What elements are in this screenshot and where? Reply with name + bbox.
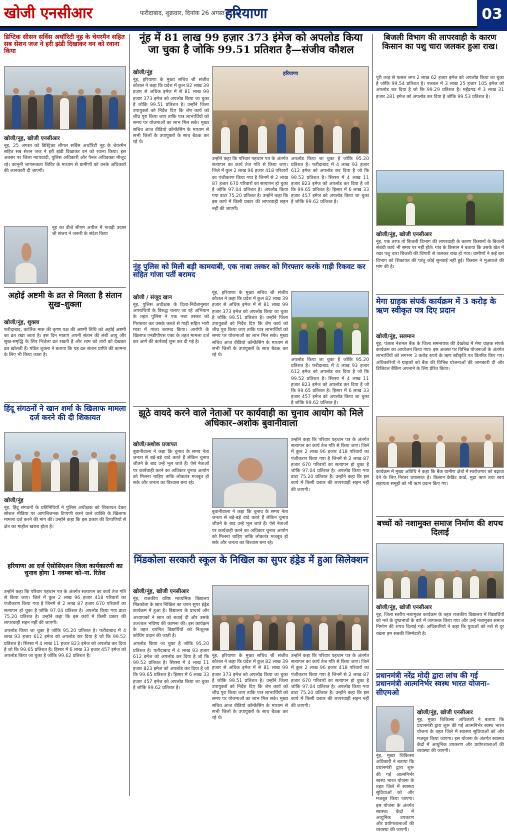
story-election-body: बुवानीवाला ने कहा कि चुनाव के समय नेता जनता से बड़े-बड़े वादे करते हैं लेकिन चुनाव जीतने के बाद उन्हें भूल जाते हैं। ऐसे नेताओं पर कार्यवाही करने का अधिकार चुनाव आयोग को मिलना चाहिए ताकि लोकतंत्र मजबूत हो सके और जनता का विश्वास बना रहे। (133, 450, 209, 487)
divider (133, 260, 369, 261)
column-divider (372, 34, 373, 796)
school-students-photo (212, 585, 369, 651)
story-drug-headline-block (376, 519, 504, 541)
story-police-action-byline: खोजी / संजूद खान (133, 295, 172, 301)
story-school-headline-block (133, 556, 369, 582)
story-drug-text (376, 601, 504, 667)
story-election-byline: खोजी/अशोक प्रजापत (133, 442, 177, 448)
story-farmer-byline: खोजी/नूंह, खोजी एनसीआर (376, 232, 432, 238)
meeting-banner: हरियाणा (282, 71, 299, 77)
story-hindu-body: नूंह, हिंदू संगठनों के प्रतिनिधियों ने पुलिस अधीक्षक को शिकायत देकर सोशल मीडिया पर आपत्तिजनक टिप्पणी करने वाले व्यक्ति के खिलाफ मामला दर्ज करने की मांग की। उन्होंने कहा कि इस प्रकार की टिप्पणियों से क्षेत्र का माहौल खराब होता है। (4, 506, 126, 530)
story-school-body-2: नूंह, हरियाणा के मुख्य सचिव श्री संजीव कौशल ने कहा कि प्रदेश में कुल 82 लाख 39 हजार से अधिक इमेज में से 81 लाख 99 हजार 373 इमेज को अपलोड किया जा चुका है जोकि 99.51 प्रतिशत है। उन्होंने जिला उपायुक्तों को निर्देश दिए कि शेष कार्य को शीघ्र पूरा किया जाए ताकि पात्र लाभार्थियों को समय पर योजनाओं का लाभ मिल सके। मुख्य सचिव आज वीडियो कॉन्फ्रेंसिंग के माध्यम से सभी जिलों के उपायुक्तों के साथ बैठक कर रहे थे। (212, 654, 288, 722)
story-school-byline: खोजी/नूंह, खोजी एनसीआर (133, 589, 189, 595)
newspaper-logo: खोजी एनसीआर (4, 4, 93, 22)
masthead-strip (0, 28, 507, 31)
story-police-caption-block (52, 226, 126, 284)
story-police-headline: डिप्टिक सीसन सर्विस अथॉरिटी नूह के चेयरमैन सहित सब सेशन जज ने हरी झंडी दिखाकर वन को रवाना किया (4, 34, 125, 56)
meeting-photo (212, 66, 369, 154)
story-police-action-text-3 (291, 358, 369, 407)
story-election-headline: झूठे वायदे करने वाले नेताओं पर कार्यवाही का चुनाव आयोग को मिले अधिकार–अशोक बुवानीवाला (138, 409, 364, 430)
story-pm-body-2: नूंह, मुख्य चिकित्सा अधिकारी ने बताया कि प्रधानमंत्री द्वारा शुरू की गई आत्मनिर्भर स्वस्थ भारत योजना के तहत जिले में स्वास्थ्य सुविधाओं को और मजबूत किया जाएगा। इस योजना के अंतर्गत स्वास्थ्य केंद्रों में आधुनिक उपकरण और प्रयोगशालाओं की व्यवस्था की जाएगी। (376, 754, 414, 834)
story-lead-body-echo: उन्होंने कहा कि परिवार पहचान पत्र के अंतर्गत सत्यापन का कार्य तेज गति से किया जाए। जिले में कुल 2 लाख 96 हजार 418 परिवारों का पंजीकरण किया गया है जिनमें से 2 लाख 87 हजार 670 परिवारों का सत्यापन हो चुका है जोकि 97.04 प्रतिशत है। अपलोड किया गया डाटा 75.20 प्रतिशत है। उन्होंने कहा कि इस कार्य में किसी प्रकार की लापरवाही सहन नहीं की जाएगी। (4, 590, 126, 627)
story-farmer-headline-block (376, 33, 504, 73)
story-school-body: नूंह, राजकीय वरिष्ठ माध्यमिक विद्यालय मिंडकोला के छात्र निखिल का चयन सुपर हंड्रेड कार्यक्रम में हुआ है। विद्यालय के प्राचार्य और अध्यापकों ने छात्र को बधाई दी और उसके उज्ज्वल भविष्य की कामना की। इस कार्यक्रम के तहत चयनित विद्यार्थियों को निःशुल्क कोचिंग प्रदान की जाती है। (133, 597, 209, 640)
section-title: हरियाणा (225, 6, 268, 22)
story-loan-text-2 (376, 470, 504, 514)
story-election-text (133, 438, 209, 550)
masthead (0, 0, 507, 28)
story-ahoi-byline: खोजी/नूंह, शुक्ला (4, 320, 40, 326)
hindu-organisation-photo (4, 432, 126, 492)
story-lead-body3: अपलोड किया जा चुका है जोकि 95.20 प्रतिशत है। फरीदाबाद में 4 लाख 93 हजार 612 इमेज को अपलोड कर दिया है जो कि 99.52 प्रतिशत है। सिरसा में 4 लाख 11 हजार 823 इमेज को अपलोड कर दिया है जो कि 99.65 प्रतिशत है। हिसार में 6 लाख 33 हजार 457 इमेज को अपलोड किया जा चुका है जोकि 99.62 प्रतिशत है। (291, 157, 369, 206)
divider (376, 516, 504, 517)
cmo-portrait-photo (376, 706, 414, 752)
story-lead-text-col2 (212, 157, 288, 257)
divider (133, 553, 369, 554)
story-lead-byline: खोजी/नूंह (133, 70, 153, 76)
bank-event-photo (376, 416, 504, 468)
story-loan-headline: मेगा ग्राहक संपर्क कार्यक्रम में 3 करोड़ के ऋण स्वीकृत पत्र दिए प्रदान (376, 296, 496, 315)
story-election-body-3: उन्होंने कहा कि परिवार पहचान पत्र के अंतर्गत सत्यापन का कार्य तेज गति से किया जाए। जिले में कुल 2 लाख 96 हजार 418 परिवारों का पंजीकरण किया गया है जिनमें से 2 लाख 87 हजार 670 परिवारों का सत्यापन हो चुका है जोकि 97.04 प्रतिशत है। अपलोड किया गया डाटा 75.20 प्रतिशत है। उन्होंने कहा कि इस कार्य में किसी प्रकार की लापरवाही सहन नहीं की जाएगी। (291, 438, 369, 493)
story-police-action-text (133, 291, 209, 403)
story-pm-body: नूंह, मुख्य चिकित्सा अधिकारी ने बताया कि प्रधानमंत्री द्वारा शुरू की गई आत्मनिर्भर स्वस्थ भारत योजना के तहत जिले में स्वास्थ्य सुविधाओं को और मजबूत किया जाएगा। इस योजना के अंतर्गत स्वास्थ्य केंद्रों में आधुनिक उपकरण और प्रयोगशालाओं की व्यवस्था की जाएगी। (417, 718, 504, 755)
story-police-caption: नूह का डीजे सीएम अपील मैं गावड़ी उदास श्री संजय ने जरूरी के संदेश किया (52, 226, 126, 238)
story-farmer-headline: बिजली विभाग की लापरवाही के कारण किसान का पशु चारा जलकर हुआ राख। (382, 32, 498, 51)
story-pm-text (417, 706, 504, 796)
story-lead-headline-block (133, 33, 369, 63)
story-election-text-2 (212, 510, 288, 550)
police-action-photo (291, 291, 369, 355)
story-police-text (4, 132, 126, 224)
story-ahoi-headline-block (4, 291, 126, 313)
story-pm-headline: प्रधानमंत्री नरेंद्र मोदी द्वारा लांच की गई प्रधानमंत्री आत्मनिर्भर स्वस्थ भारत योजना–सीएमओ (376, 671, 490, 697)
story-pm-text-2 (376, 754, 414, 834)
story-ahoi-headline: अहोई अष्टमी के व्रत से मिलता है संतान सुख–शुक्ला (8, 290, 122, 309)
story-pm-byline: खोजी/नूंह, खोजी एनसीआर (417, 710, 473, 716)
story-ahoi-body: फरीदाबाद, कार्तिक मास की कृष्ण पक्ष की अष्टमी तिथि को अहोई अष्टमी का व्रत रखा जाता है। इस दिन माताएं अपनी संतान की लंबी आयु और सुख-समृद्धि के लिए निर्जला व्रत रखती हैं और शाम को तारों को देखकर व्रत खोलती हैं। पंडित शुक्ला ने बताया कि यह व्रत संतान प्राप्ति की कामना के लिए भी किया जाता है। (4, 328, 126, 358)
ashok-portrait-photo (212, 438, 288, 508)
story-school-body-3: उन्होंने कहा कि परिवार पहचान पत्र के अंतर्गत सत्यापन का कार्य तेज गति से किया जाए। जिले में कुल 2 लाख 96 हजार 418 परिवारों का पंजीकरण किया गया है जिनमें से 2 लाख 87 हजार 670 परिवारों का सत्यापन हो चुका है जोकि 97.04 प्रतिशत है। अपलोड किया गया डाटा 75.20 प्रतिशत है। उन्होंने कहा कि इस कार्य में किसी प्रकार की लापरवाही सहन नहीं की जाएगी। (291, 654, 369, 709)
story-hindu-headline-block (4, 405, 126, 429)
story-police-action-headline-block (133, 263, 369, 289)
story-police-headline-block (4, 34, 126, 64)
story-lead-text-col3 (291, 157, 369, 257)
story-lead-headline: नूंह में 81 लाख 99 हज़ार 373 इंमेज को अपलोड किया जा चुका है जोकि 99.51 प्रतिशत है—संजीव कौशल (139, 32, 363, 56)
story-hindu-headline: हिंदू संगठनों ने खान शर्मा के खिलाफ मामला दर्ज करने की दी शिकायत (4, 404, 126, 422)
page-number: 03 (477, 0, 507, 28)
story-drug-byline: खोजी/नूंह, खोजी एनसीआर (376, 605, 432, 611)
story-lead-body-echo-2: अपलोड किया जा चुका है जोकि 95.20 प्रतिशत है। फरीदाबाद में 4 लाख 93 हजार 612 इमेज को अपलोड कर दिया है जो कि 99.52 प्रतिशत है। सिरसा में 4 लाख 11 हजार 823 इमेज को अपलोड कर दिया है जो कि 99.65 प्रतिशत है। हिसार में 6 लाख 33 हजार 457 इमेज को अपलोड किया जा चुका है जोकि 99.62 प्रतिशत है। (4, 629, 126, 660)
story-farmer-col-text (376, 76, 504, 168)
story-election-text-3 (291, 438, 369, 550)
edition-info: फरीदाबाद, शुक्रवार, दिनांक 26 अगस्त 2021 (140, 10, 242, 17)
story-election-headline-block (133, 409, 369, 435)
story-school-text-2 (212, 654, 288, 796)
story-police-action-body-3: अपलोड किया जा चुका है जोकि 95.20 प्रतिशत है। फरीदाबाद में 4 लाख 93 हजार 612 इमेज को अपलोड कर दिया है जो कि 99.52 प्रतिशत है। सिरसा में 4 लाख 11 हजार 823 इमेज को अपलोड कर दिया है जो कि 99.65 प्रतिशत है। हिसार में 6 लाख 33 हजार 457 इमेज को अपलोड किया जा चुका है जोकि 99.62 प्रतिशत है। (291, 358, 369, 407)
portrait-photo-1 (4, 226, 48, 284)
story-hindu-text-cont (4, 590, 126, 796)
story-farmer-col-text-body: पूरी तरह से फसल लगा 2 लाख 62 हजार इमेज को अपलोड किया जा चुका है जोकि 99.54 प्रतिशत है। पलवल में 3 लाख 25 हजार 105 इमेज को अपलोड कर दिया है जो कि 99.29 प्रतिशत है। महेंद्रगढ़ में 3 लाख 31 हजार 281 इमेज को अपलोड कर दिया है जोकि 99.53 प्रतिशत है। (376, 76, 504, 100)
story-lead-body: नूंह, हरियाणा के मुख्य सचिव श्री संजीव कौशल ने कहा कि प्रदेश में कुल 82 लाख 39 हजार से अधिक इमेज में से 81 लाख 99 हजार 373 इमेज को अपलोड किया जा चुका है जोकि 99.51 प्रतिशत है। उन्होंने जिला उपायुक्तों को निर्देश दिए कि शेष कार्य को शीघ्र पूरा किया जाए ताकि पात्र लाभार्थियों को समय पर योजनाओं का लाभ मिल सके। मुख्य सचिव आज वीडियो कॉन्फ्रेंसिंग के माध्यम से सभी जिलों के उपायुक्तों के साथ बैठक कर रहे थे। (133, 78, 209, 146)
story-drug-headline: बच्चों को नशामुक्त समाज निर्माण की शपथ दिलाई (377, 518, 503, 537)
story-police-action-body-2: नूंह, हरियाणा के मुख्य सचिव श्री संजीव कौशल ने कहा कि प्रदेश में कुल 82 लाख 39 हजार से अधिक इमेज में से 81 लाख 99 हजार 373 इमेज को अपलोड किया जा चुका है जोकि 99.51 प्रतिशत है। उन्होंने जिला उपायुक्तों को निर्देश दिए कि शेष कार्य को शीघ्र पूरा किया जाए ताकि पात्र लाभार्थियों को समय पर योजनाओं का लाभ मिल सके। मुख्य सचिव आज वीडियो कॉन्फ्रेंसिंग के माध्यम से सभी जिलों के उपायुक्तों के साथ बैठक कर रहे थे। (212, 291, 288, 359)
story-school-text (133, 585, 209, 796)
students-oath-photo (376, 543, 504, 599)
story-farmer-body: नूंह, एक तरफ तो बिजली विभाग की लापरवाही के कारण किसानों के बिजली संबंधी कार्य भी समय पर नहीं होते। गांव के किसान ने बताया कि उसके खेत में रखा पशु चारा बिजली की चिंगारी से जलकर राख हो गया। ग्रामीणों ने कई बार विभाग को शिकायत की परंतु कोई सुनवाई नहीं हुई। किसान ने मुआवजे की मांग की है। (376, 240, 504, 270)
story-police-action-body: नूंह, पुलिस अधीक्षक के दिशा-निर्देशानुसार अपराधियों के विरुद्ध चलाए जा रहे अभियान के तहत पुलिस ने एक नशा तस्कर को गिरफ्तार कर उसके कब्जे से गाड़ी सहित भारी मात्रा में गांजा बरामद किया। आरोपी के खिलाफ एनडीपीएस एक्ट के तहत मामला दर्ज कर आगे की कार्रवाई शुरू कर दी गई है। (133, 303, 209, 346)
story-loan-text (376, 330, 504, 414)
story-loan-byline: खोजी/नूंह, सलमान (376, 334, 415, 340)
story-school-text-3 (291, 654, 369, 796)
column-divider (129, 34, 130, 796)
story-hindu-byline: खोजी/नूंह (4, 498, 24, 504)
story-loan-body: नूंह, पंजाब नेशनल बैंक के जिला समन्वयक की देखरेख में मेगा ग्राहक संपर्क कार्यक्रम का आयोजन किया गया। इस अवसर पर विभिन्न योजनाओं के अंतर्गत लाभार्थियों को लगभग 3 करोड़ रुपये के ऋण स्वीकृति पत्र वितरित किए गए। अधिकारियों ने ग्राहकों को बैंक की विभिन्न योजनाओं की जानकारी दी और डिजिटल बैंकिंग अपनाने के लिए प्रेरित किया। (376, 342, 504, 372)
story-school-headline: मिंडकोला सरकारी स्कूल के निखिल का सुपर हंड्रेड में हुआ सिलेक्शन (133, 555, 369, 566)
story-lead-body2: उन्होंने कहा कि परिवार पहचान पत्र के अंतर्गत सत्यापन का कार्य तेज गति से किया जाए। जिले में कुल 2 लाख 96 हजार 418 परिवारों का पंजीकरण किया गया है जिनमें से 2 लाख 87 हजार 670 परिवारों का सत्यापन हो चुका है जोकि 97.04 प्रतिशत है। अपलोड किया गया डाटा 75.20 प्रतिशत है। उन्होंने कहा कि इस कार्य में किसी प्रकार की लापरवाही सहन नहीं की जाएगी। (212, 157, 288, 212)
story-school-body-cont: अपलोड किया जा चुका है जोकि 95.20 प्रतिशत है। फरीदाबाद में 4 लाख 93 हजार 612 इमेज को अपलोड कर दिया है जो कि 99.52 प्रतिशत है। सिरसा में 4 लाख 11 हजार 823 इमेज को अपलोड कर दिया है जो कि 99.65 प्रतिशत है। हिसार में 6 लाख 33 हजार 457 इमेज को अपलोड किया जा चुका है जोकि 99.62 प्रतिशत है। (133, 642, 209, 691)
story-election-body-2: बुवानीवाला ने कहा कि चुनाव के समय नेता जनता से बड़े-बड़े वादे करते हैं लेकिन चुनाव जीतने के बाद उन्हें भूल जाते हैं। ऐसे नेताओं पर कार्यवाही करने का अधिकार चुनाव आयोग को मिलना चाहिए ताकि लोकतंत्र मजबूत हो सके और जनता का विश्वास बना रहे। (212, 510, 288, 547)
story-hindu-text (4, 494, 126, 562)
divider (376, 294, 504, 295)
story-drug-body: नूंह, जिला स्तरीय नशामुक्त कार्यक्रम के तहत राजकीय विद्यालय में विद्यार्थियों को नशे के दुष्प्रभावों के बारे में जागरूक किया गया और उन्हें नशामुक्त समाज निर्माण की शपथ दिलाई गई। अधिकारियों ने कहा कि युवाओं को नशे से दूर रखना हम सबकी जिम्मेदारी है। (376, 613, 504, 637)
story-ahoi-text (4, 316, 126, 400)
police-group-photo (4, 66, 126, 130)
story-police-action-headline: नूंह पुलिस को मिली बड़ी कामयाबी, एक नाबा तस्कर को गिरफ्तार करके गाड़ी रिकवट कर सहित गांजा पर्ती बरामद (133, 262, 366, 280)
story-pm-headline-block (376, 672, 504, 704)
divider (133, 406, 369, 407)
story-farmer-text (376, 228, 504, 292)
divider (4, 402, 126, 403)
story-loan-headline-block (376, 297, 504, 327)
divider (376, 669, 504, 670)
story-police-body: नूह, 25 अगस्त को डिस्ट्रिक्ट लीगल सर्विस अथॉरिटी नूह के चेयरमैन सहित सब सेशन जज ने हरी झंडी दिखाकर वन को रवाना किया। इस अवसर पर जिला न्यायवादी, पुलिस अधिकारी और पैनल अधिवक्ता मौजूद रहे। कानूनी जागरूकता शिविर के माध्यम से ग्रामीणों को उनके अधिकारों की जानकारी दी जाएगी। (4, 144, 126, 174)
divider (4, 287, 126, 288)
story-police-byline: खोजी/नूह, खोजी एनसीआर (4, 136, 60, 142)
story-lead-text-col1 (133, 66, 209, 256)
story-police-action-text-2 (212, 291, 288, 403)
burnt-fodder-photo (376, 170, 504, 226)
story-hindu-caption: हरियाणा आ दर्ज ऐसोसिएशन जिला कार्यकारणी का चुनाव होगा 1 नवम्बर को–ना. रितेश (7, 563, 123, 577)
story-loan-body-2: कार्यक्रम में मुख्य अतिथि ने कहा कि बैंक ग्रामीण क्षेत्रों में स्वरोजगार को बढ़ावा देने के लिए निरंतर प्रयासरत है। किसान क्रेडिट कार्ड, मुद्रा ऋण तथा स्वयं सहायता समूहों को भी ऋण प्रदान किए गए। (376, 470, 504, 488)
story-hindu-caption-block (4, 564, 126, 588)
